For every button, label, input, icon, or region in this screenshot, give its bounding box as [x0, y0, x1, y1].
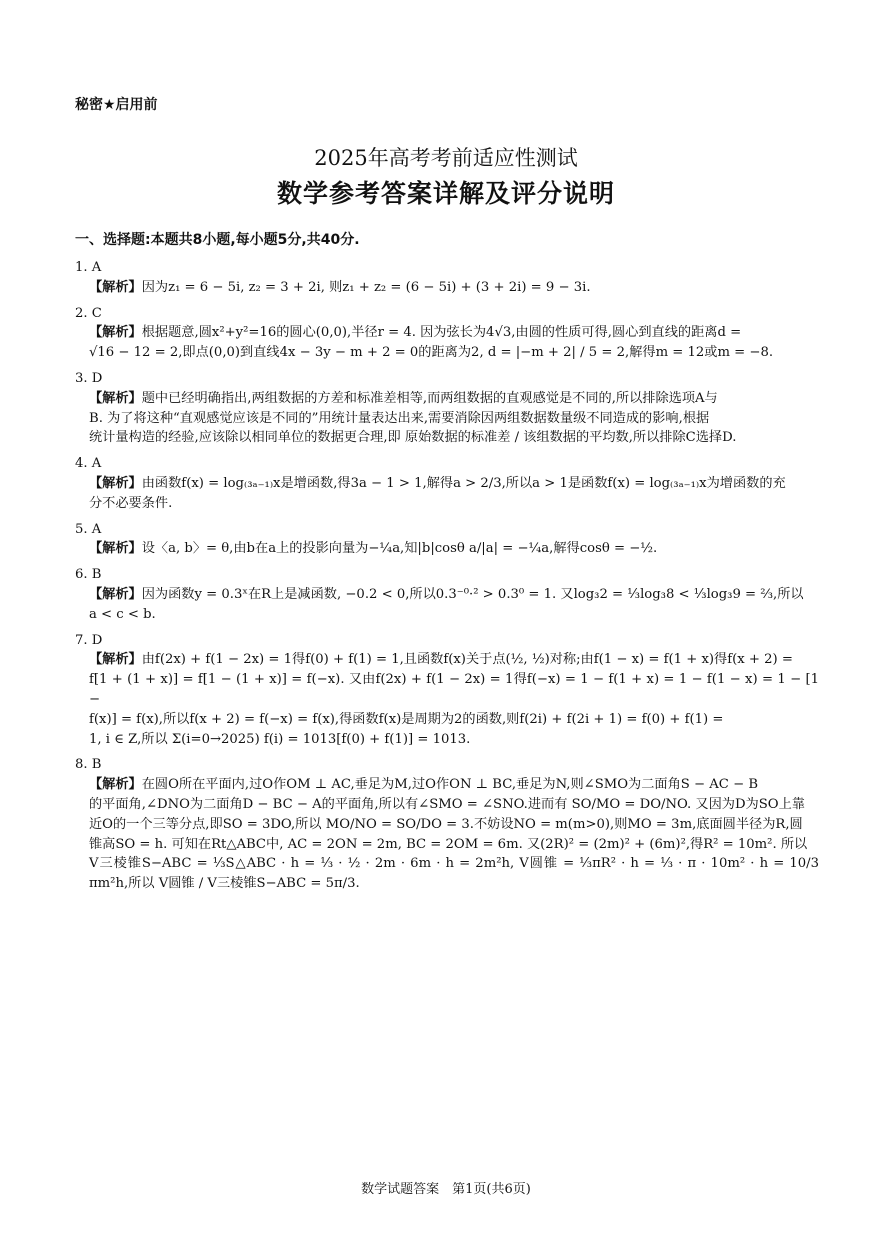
- answer-number: 6. B: [75, 567, 102, 583]
- answer-explanation: [89, 585, 819, 625]
- answer-list: [75, 258, 819, 900]
- page-footer: 数学试题答案 第1页(共6页): [361, 1182, 531, 1197]
- page-subtitle: 数学参考答案详解及评分说明: [276, 179, 615, 208]
- page-title: 2025年高考考前适应性测试: [314, 146, 578, 170]
- explanation-line: f(x)] = f(x),所以f(x + 2) = f(−x) = f(x),得函数f(x)是周期为2的函数,则f(2i) + f(2i + 1) = f(0) + f(1) =: [89, 711, 724, 727]
- answer-number: 5. A: [75, 521, 102, 537]
- answer-explanation: [89, 474, 819, 514]
- explanation-line: f[1 + (1 + x)] = f[1 − (1 + x)] = f(−x). 又由f(2x) + f(1 − 2x) = 1得f(−x) = 1 − f(1 + x) = 1 − f(1 − x) = 1 − [1 −: [89, 672, 819, 707]
- explanation-tag: 【解析】: [89, 586, 142, 602]
- explanation-line: 锥高SO = h. 可知在Rt△ABC中, AC = 2ON = 2m, BC = 2OM = 6m. 又(2R)² = (2m)² + (6m)²,得R² = 10m². 所以: [89, 836, 808, 852]
- explanation-line: 分不必要条件.: [89, 495, 173, 511]
- explanation-line: 因为z₁ = 6 − 5i, z₂ = 3 + 2i, 则z₁ + z₂ = (6 − 5i) + (3 + 2i) = 9 − 3i.: [141, 279, 591, 295]
- explanation-line: 设〈a, b〉= θ,由b在a上的投影向量为−¼a,知|b|cosθ a/|a| = −¼a,解得cosθ = −½.: [141, 541, 658, 557]
- explanation-line: 因为函数y = 0.3ˣ在R上是减函数, −0.2 < 0,所以0.3⁻⁰·² > 0.3⁰ = 1. 又log₃2 = ⅓log₃8 < ⅓log₃9 = ⅔,所以: [141, 586, 804, 602]
- explanation-line: 根据题意,圆x²+y²=16的圆心(0,0),半径r = 4. 因为弦长为4√3,由圆的性质可得,圆心到直线的距离d =: [141, 325, 742, 341]
- explanation-line: 近O的一个三等分点,即SO = 3DO,所以 MO/NO = SO/DO = 3.不妨设NO = m(m>0),则MO = 3m,底面圆半径为R,圆: [89, 816, 803, 832]
- answer-explanation: [89, 389, 819, 448]
- answer-number: 1. A: [75, 260, 102, 275]
- explanation-line: 在圆O所在平面内,过O作OM ⊥ AC,垂足为M,过O作ON ⊥ BC,垂足为N,则∠SMO为二面角S − AC − B: [141, 777, 759, 793]
- answer-number: 7. D: [75, 632, 103, 648]
- answer-number: 4. A: [75, 456, 102, 472]
- explanation-line: V三棱锥S−ABC = ⅓S△ABC · h = ⅓ · ½ · 2m · 6m · h = 2m²h, V圆锥 = ⅓πR² · h = ⅓ · π · 10m² · h = 10/3 πm²h,所以 V圆锥 / V三棱锥S−ABC = 5π/3.: [89, 856, 819, 892]
- explanation-tag: 【解析】: [89, 777, 142, 793]
- explanation-line: 统计量构造的经验,应该除以相同单位的数据更合理,即 原始数据的标准差 / 该组数据的平均数,所以排除C选择D.: [89, 430, 737, 446]
- explanation-line: 题中已经明确指出,两组数据的方差和标准差相等,而两组数据的直观感觉是不同的,所以排除选项A与: [141, 390, 718, 406]
- explanation-line: 由f(2x) + f(1 − 2x) = 1得f(0) + f(1) = 1,且函数f(x)关于点(½, ½)对称;由f(1 − x) = f(1 + x)得f(x + 2) =: [141, 652, 793, 668]
- answer-number: 8. B: [75, 757, 102, 773]
- explanation-tag: 【解析】: [89, 541, 142, 557]
- explanation-tag: 【解析】: [89, 325, 142, 341]
- explanation-line: √16 − 12 = 2,即点(0,0)到直线4x − 3y − m + 2 = 0的距离为2, d = |−m + 2| / 5 = 2,解得m = 12或m = −8.: [89, 345, 774, 361]
- answer-explanation: [89, 775, 819, 894]
- explanation-tag: 【解析】: [89, 390, 142, 406]
- answer-explanation: [89, 278, 819, 298]
- section-heading: 一、选择题:本题共8小题,每小题5分,共40分.: [75, 232, 360, 248]
- answer-explanation: [89, 323, 819, 363]
- explanation-line: a < c < b.: [89, 606, 156, 622]
- explanation-line: B. 为了将这种“直观感觉应该是不同的”用统计量表达出来,需要消除因两组数据数量级不同造成的影响,根据: [89, 410, 710, 426]
- explanation-tag: 【解析】: [89, 279, 142, 295]
- explanation-tag: 【解析】: [89, 652, 142, 668]
- explanation-line: 1, i ∈ Z,所以 Σ(i=0→2025) f(i) = 1013[f(0) + f(1)] = 1013.: [89, 731, 471, 747]
- answer-number: 2. C: [75, 305, 102, 321]
- explanation-line: 由函数f(x) = log₍₃ₐ₋₁₎x是增函数,得3a − 1 > 1,解得a > 2/3,所以a > 1是函数f(x) = log₍₃ₐ₋₁₎x为增函数的充: [141, 475, 786, 491]
- answer-explanation: [89, 539, 819, 559]
- confidential-label: 秘密★启用前: [75, 97, 158, 113]
- answer-number: 3. D: [75, 370, 103, 386]
- explanation-tag: 【解析】: [89, 475, 142, 491]
- explanation-line: 的平面角,∠DNO为二面角D − BC − A的平面角,所以有∠SMO = ∠SNO.进而有 SO/MO = DO/NO. 又因为D为SO上靠: [89, 796, 805, 812]
- answer-explanation: [89, 650, 819, 749]
